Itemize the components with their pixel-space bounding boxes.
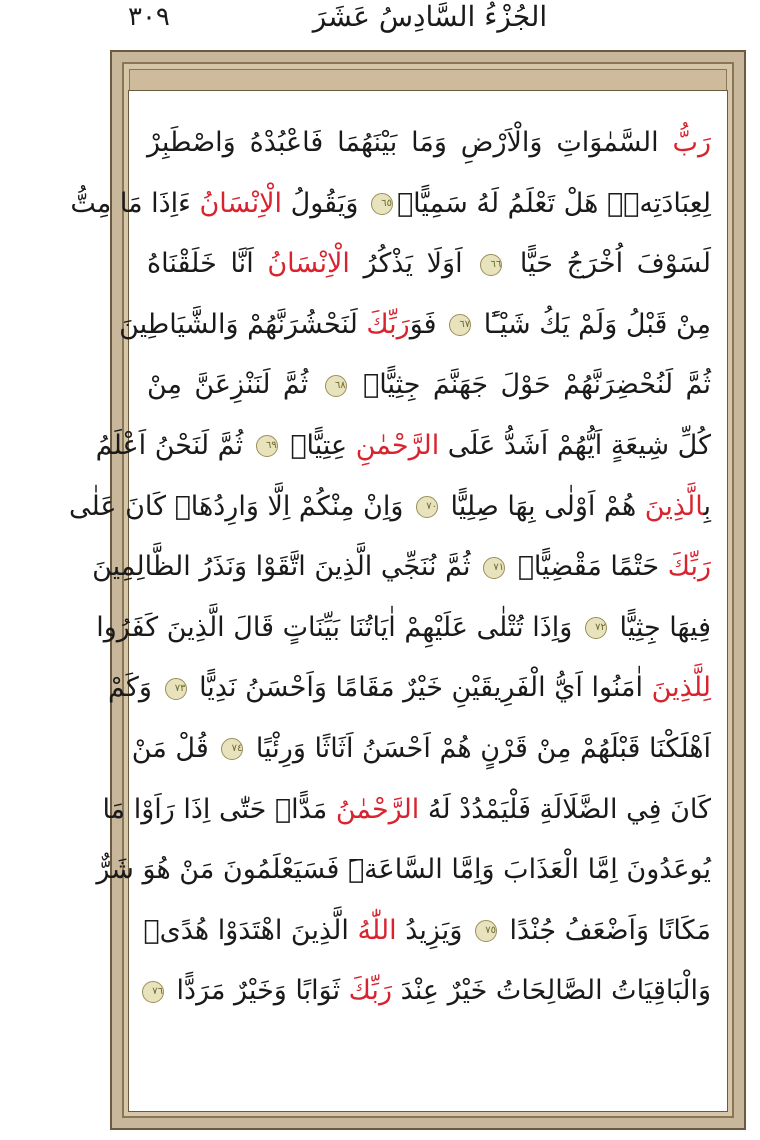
- verse-text: ثَوَابًا وَخَيْرٌ مَرَدًّا: [167, 975, 349, 1007]
- divine-name-text: الْاِنْسَانُ: [267, 248, 350, 280]
- text-line: [131, 719, 711, 780]
- verse-text: بِ: [703, 490, 711, 522]
- text-line: [147, 113, 711, 174]
- verse-text: ءَاِذَا مَا مِتُّ: [70, 187, 200, 219]
- verse-text: حَتْمًا مَقْضِيًّاۚ: [509, 551, 668, 583]
- text-line: [96, 840, 711, 901]
- ayah-number-marker: ٦٦: [480, 254, 502, 276]
- text-line: [95, 416, 711, 477]
- verse-text: الَّذِينَ اهْتَدَوْا هُدًىۜ: [143, 914, 358, 946]
- text-line: [147, 234, 711, 295]
- ayah-number-marker: ٧٣: [165, 678, 187, 700]
- ayah-number-marker: ٧٥: [475, 920, 497, 942]
- verse-text: ثُمَّ نُنَجِّي الَّذِينَ اتَّقَوْا وَنَذَرُ الظَّالِمِينَ: [92, 551, 480, 583]
- ayah-number-marker: ٦٧: [449, 314, 471, 336]
- divine-name-text: الرَّحْمٰنُ: [335, 793, 420, 825]
- verse-text: مَكَانًا وَاَضْعَفُ جُنْدًا: [500, 914, 711, 946]
- verse-text: وَيَزِيدُ: [396, 914, 471, 946]
- verse-text: وَالْبَاقِيَاتُ الصَّالِحَاتُ خَيْرٌ عِنْدَ: [391, 975, 711, 1007]
- text-line: [68, 477, 711, 538]
- verse-text: وَاِذَا تُتْلٰى عَلَيْهِمْ اٰيَاتُنَا بَيِّنَاتٍ قَالَ الَّذِينَ كَفَرُوا: [96, 611, 581, 643]
- verse-text: لَسَوْفَ اُخْرَجُ حَيًّا: [506, 248, 711, 280]
- divine-name-text: الْاِنْسَانُ: [199, 187, 283, 219]
- text-line: [102, 780, 711, 841]
- text-line: [147, 961, 711, 1022]
- verse-text: قُلْ مَنْ: [131, 732, 218, 764]
- verse-text: عِتِيًّاۚ: [281, 429, 356, 461]
- divine-name-text: الرَّحْمٰنِ: [355, 429, 440, 461]
- verse-text: مِنْ قَبْلُ وَلَمْ يَكُ شَيْـًٔا: [475, 308, 711, 340]
- juz-title: الجُزْءُ السَّادِسُ عَشَرَ: [312, 0, 548, 33]
- verse-lines: [68, 113, 711, 1022]
- divine-name-text: الَّذِينَ: [644, 490, 704, 522]
- verse-text: اَنَّا خَلَقْنَاهُ: [147, 248, 268, 280]
- text-line: [119, 295, 711, 356]
- verse-text: لِعِبَادَتِه۪ۜ هَلْ تَعْلَمُ لَهُ سَمِيًّا۟: [396, 187, 711, 219]
- divine-name-text: رَبِّكَ: [667, 551, 711, 583]
- verse-text: فِيهَا جِثِيًّا: [610, 611, 711, 643]
- quran-text-panel: [68, 90, 728, 1112]
- verse-text: اٰمَنُوا اَيُّ الْفَرِيقَيْنِ خَيْرٌ مَقَامًا وَاَحْسَنُ نَدِيًّا: [190, 672, 652, 704]
- ayah-number-marker: ٦٩: [256, 435, 278, 457]
- divine-name-text: رَبِّكَ: [366, 308, 410, 340]
- verse-text: فَوَ: [409, 308, 446, 340]
- verse-text: مَدًّاۚ حَتّٰى اِذَا رَاَوْا مَا: [102, 793, 336, 825]
- ayah-number-marker: ٦٨: [325, 375, 347, 397]
- verse-text: ثُمَّ لَنَحْنُ اَعْلَمُ: [95, 429, 252, 461]
- ayah-number-marker: ٧٦: [142, 981, 164, 1003]
- ayah-number-marker: ٧٤: [221, 738, 243, 760]
- verse-text: اَوَلَا يَذْكُرُ: [349, 248, 477, 280]
- text-line: [92, 537, 711, 598]
- ayah-number-marker: ٧١: [483, 557, 505, 579]
- text-line: [143, 901, 711, 962]
- verse-text: لَنَحْشُرَنَّهُمْ وَالشَّيَاطِينَ: [119, 308, 367, 340]
- verse-text: السَّمٰوَاتِ وَالْاَرْضِ وَمَا بَيْنَهُمَا فَاعْبُدْهُ وَاصْطَبِرْ: [147, 127, 673, 158]
- ayah-number-marker: ٧٢: [585, 617, 607, 639]
- verse-text: ثُمَّ لَنُحْضِرَنَّهُمْ حَوْلَ جَهَنَّمَ جِثِيًّاۚ: [350, 369, 711, 401]
- divine-name-text: رَبِّكَ: [348, 975, 392, 1007]
- verse-text: يُوعَدُونَ اِمَّا الْعَذَابَ وَاِمَّا السَّاعَةَۜ فَسَيَعْلَمُونَ مَنْ هُوَ شَرٌّ: [96, 854, 711, 886]
- verse-text: وَكَمْ: [108, 672, 161, 704]
- divine-name-text: لِلَّذِينَ: [651, 672, 711, 704]
- page-number: ٣٠٩: [128, 2, 170, 32]
- verse-text: وَاِنْ مِنْكُمْ اِلَّا وَارِدُهَاۚ كَانَ عَلٰى: [68, 490, 412, 522]
- divine-name-text: اللّٰهُ: [357, 914, 397, 946]
- verse-text: هُمْ اَوْلٰى بِهَا صِلِيًّا: [441, 490, 645, 522]
- verse-text: كُلِّ شِيعَةٍ اَيُّهُمْ اَشَدُّ عَلَى: [439, 429, 711, 461]
- divine-name-text: رَبُّ: [672, 127, 711, 158]
- text-line: [108, 658, 711, 719]
- verse-text: وَيَقُولُ: [282, 187, 367, 219]
- verse-text: اَهْلَكْنَا قَبْلَهُمْ مِنْ قَرْنٍ هُمْ اَحْسَنُ اَثَاثًا وَرِئْيًا: [247, 732, 711, 764]
- text-line: [147, 355, 711, 416]
- text-line: [70, 174, 711, 235]
- ayah-number-marker: ٦٥: [371, 193, 393, 215]
- ayah-number-marker: ٧٠: [416, 496, 438, 518]
- verse-text: كَانَ فِي الضَّلَالَةِ فَلْيَمْدُدْ لَهُ: [419, 793, 711, 825]
- text-line: [96, 598, 711, 659]
- verse-text: ثُمَّ لَنَنْزِعَنَّ مِنْ: [147, 369, 321, 401]
- page-header: [0, 0, 760, 48]
